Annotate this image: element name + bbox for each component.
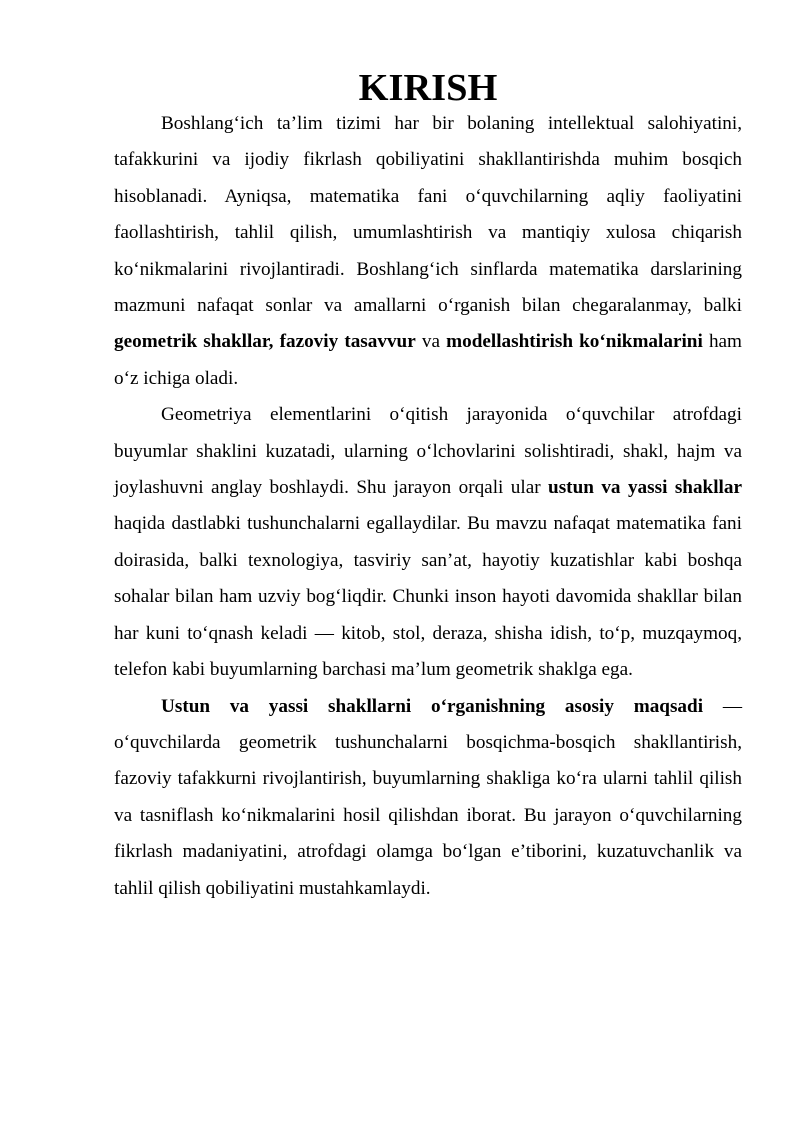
paragraph-1-segment-3: va [415, 331, 447, 353]
document-page [114, 67, 743, 907]
paragraph-3-bold-main-goal: Ustun va yassi shakllarni o‘rganishning asosiy maqsadi [161, 695, 704, 717]
paragraph-2 [114, 397, 742, 688]
paragraph-3 [114, 689, 742, 907]
paragraph-2-bold-column-flat-shapes: ustun va yassi shakllar [548, 477, 743, 499]
paragraph-1-segment-5: ham o‘z ichiga oladi. [114, 331, 742, 389]
paragraph-1 [114, 106, 742, 397]
paragraph-2-segment-3: haqida dastlabki tushunchalarni egallaydilar. Bu mavzu nafaqat matematika fani doirasida, balki texnologiya, tasviriy san’at, hayotiy kuzatishlar kabi boshqa sohalar bilan ham uzviy bog‘liqdir. Chunki inson hayoti davomida shakllar bilan har kuni to‘qnash keladi — kitob, stol, deraza, shisha idish, to‘p, muzqaymoq, telefon kabi buyumlarning barchasi ma’lum geometrik shaklga ega. [114, 513, 742, 681]
paragraph-1-bold-modelling-skills: modellashtirish ko‘nikmalarini [446, 331, 703, 353]
document-title: KIRISH [358, 67, 498, 109]
paragraph-3-segment-2: — o‘quvchilarda geometrik tushunchalarni bosqichma-bosqich shakllantirish, fazoviy tafakkurni rivojlantirish, buyumlarning shakliga ko‘ra ularni tahlil qilish va tasniflash ko‘nikmalarini hosil qilishdan iborat. Bu jarayon o‘quvchilarning fikrlash madaniyatini, atrofdagi olamga bo‘lgan e’tiborini, kuzatuvchanlik va tahlil qilish qobiliyatini mustahkamlaydi. [114, 695, 743, 899]
paragraph-1-bold-geometric-shapes: geometrik shakllar, fazoviy tasavvur [114, 331, 416, 353]
paragraph-2-segment-1: Geometriya elementlarini o‘qitish jarayonida o‘quvchilar atrofdagi buyumlar shaklini kuzatadi, ularning o‘lchovlarini solishtiradi, shakl, hajm va joylashuvni anglay boshlaydi. Shu jarayon orqali ular [114, 404, 742, 499]
paragraph-1-segment-1: Boshlang‘ich ta’lim tizimi har bir bolaning intellektual salohiyatini, tafakkurini va ijodiy fikrlash qobiliyatini shakllantirishda muhim bosqich hisoblanadi. Ayniqsa, matematika fani o‘quvchilarning aqliy faoliyatini faollashtirish, tahlil qilish, umumlashtirish va mantiqiy xulosa chiqarish ko‘nikmalarini rivojlantiradi. Boshlang‘ich sinflarda matematika darslarining mazmuni nafaqat sonlar va amallarni o‘rganish bilan chegaralanmay, balki [114, 113, 742, 317]
